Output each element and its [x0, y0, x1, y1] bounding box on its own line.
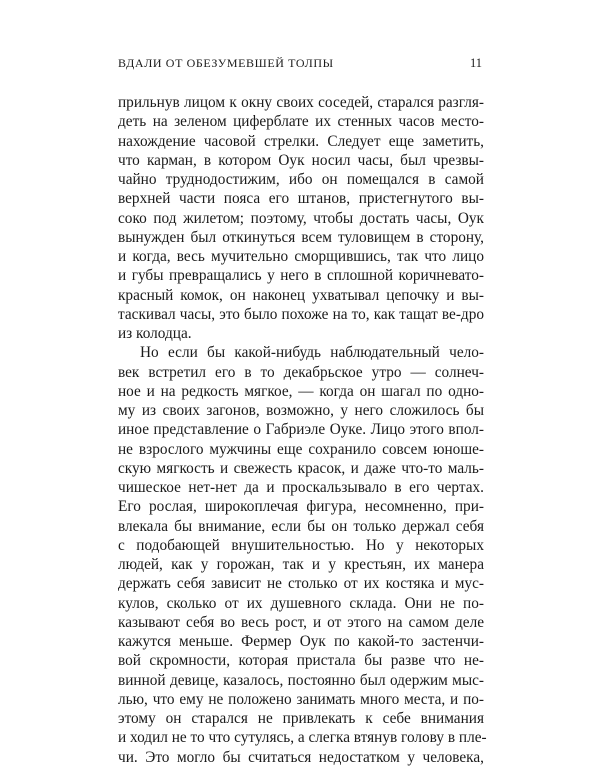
text-line: красный комок, он наконец ухватывал цепочку и вы- — [118, 286, 484, 304]
text-line: деть на зеленом циферблате их стенных часов место- — [118, 113, 484, 131]
text-line: лью, что ему не положено занимать много места, и по- — [118, 690, 484, 708]
text-line: кулов, сколько от их душевного склада. Они не по- — [118, 594, 484, 612]
text-line: кажутся меньше. Фермер Оук по какой-то застенчи- — [118, 633, 484, 650]
text-line: верхней части пояса его штанов, пристегнутого вы- — [118, 190, 484, 208]
body-text — [118, 93, 487, 767]
text-line: винной девице, казалось, постоянно был одержим мыс- — [118, 671, 484, 689]
text-line: чишеское нет-нет да и проскальзывало в его чертах. — [118, 479, 484, 496]
text-line: и губы превращались у него в сплошной коричневато- — [118, 267, 484, 285]
page-number: 11 — [469, 56, 482, 70]
text-line: ное и на редкость мягкое, — когда он шагал по одно- — [118, 382, 484, 400]
text-line: этому он старался не привлекать к себе внимания — [118, 710, 484, 727]
text-line: не взрослого мужчины еще сохранило совсем юноше- — [118, 440, 484, 458]
text-line: Его рослая, широкоплечая фигура, несомненно, при- — [118, 498, 484, 516]
text-line: чи. Это могло бы считаться недостатком у человека, — [118, 748, 484, 766]
text-line: и когда, весь мучительно сморщившись, так что лицо — [118, 248, 484, 265]
text-line: держать себя зависит не столько от их костяка и мус- — [118, 575, 484, 593]
text-line: скую мягкость и свежесть красок, и даже что-то маль- — [118, 459, 484, 477]
paragraph-first-line: Но если бы какой-нибудь наблюдательный чело- — [140, 344, 484, 362]
text-line: вынужден был откинуться всем туловищем в сторону, — [118, 228, 484, 246]
text-line: из колодца. — [118, 325, 192, 342]
text-line: влекала бы внимание, если бы он только держал себя — [118, 517, 484, 535]
text-line: и ходил не то что сутулясь, а слегка втянув голову в пле- — [118, 729, 487, 747]
text-line: прильнув лицом к окну своих соседей, старался разгля- — [118, 94, 484, 111]
text-line: с подобающей внушительностью. Но у некоторых — [118, 536, 484, 554]
text-line: иное представление о Габриэле Оуке. Лицо этого впол- — [118, 421, 484, 439]
text-line: век встретил его в то декабрьское утро — солнеч- — [118, 363, 484, 381]
text-line: чайно труднодостижим, ибо он помещался в самой — [118, 171, 484, 188]
text-line: соко под жилетом; поэтому, чтобы достать часы, Оук — [118, 209, 484, 227]
text-line: казывают себя во весь рост, и от этого на самом деле — [118, 613, 484, 631]
running-title: ВДАЛИ ОТ ОБЕЗУМЕВШЕЙ ТОЛПЫ — [118, 56, 334, 70]
text-line: нахождение часовой стрелки. Следует еще заметить, — [118, 132, 484, 150]
text-line: му из своих загонов, возможно, у него сложилось бы — [118, 402, 484, 419]
text-line: что карман, в котором Оук носил часы, был чрезвы- — [118, 151, 484, 169]
text-line: вой скромности, которая пристала бы разве что не- — [118, 652, 484, 670]
text-line: людей, как у горожан, так и у крестьян, их манера — [118, 556, 484, 573]
text-line: таскивал часы, это было похоже на то, как тащат ве-дро — [118, 305, 484, 323]
